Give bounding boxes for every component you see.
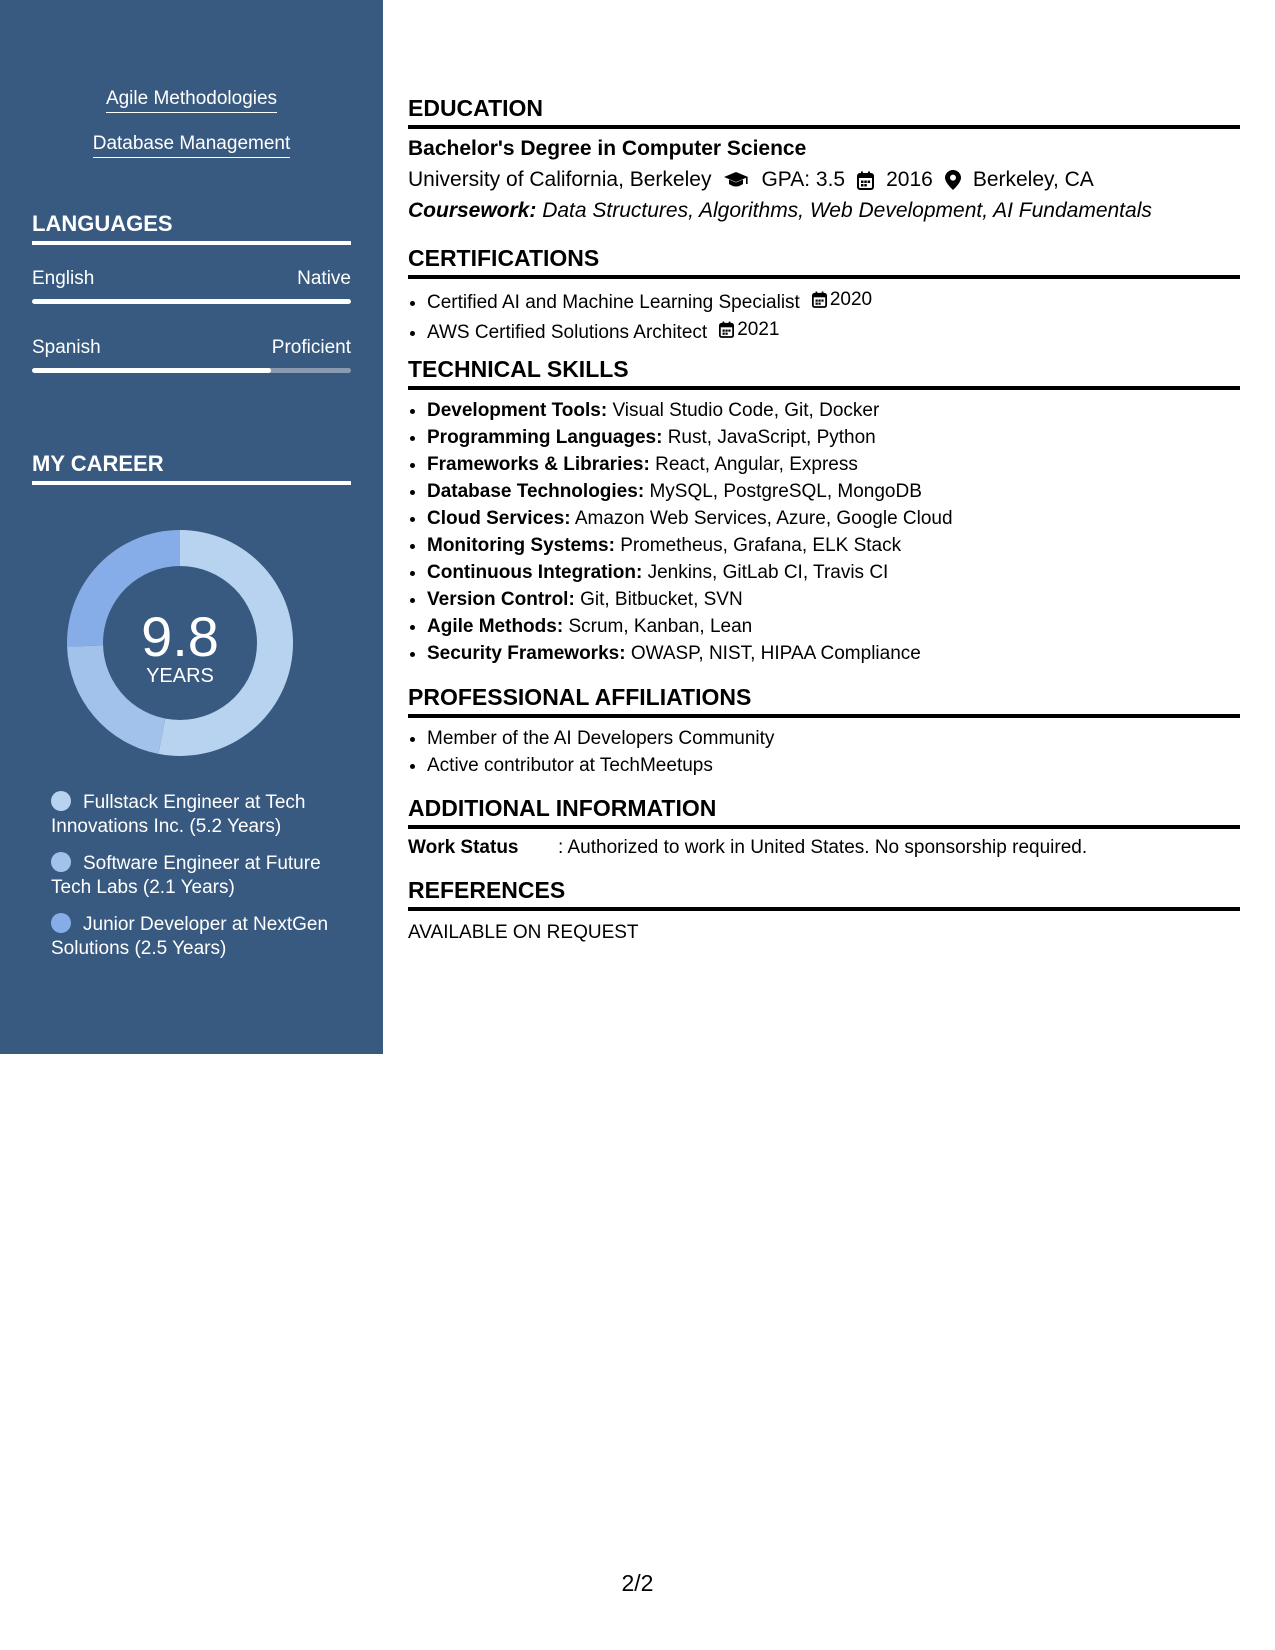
career-item: Fullstack Engineer at Tech Innovations Inc. (5.2 Years) bbox=[51, 792, 306, 837]
education-details bbox=[408, 168, 1094, 192]
career-donut-chart bbox=[67, 530, 293, 756]
technical-skills-title: TECHNICAL SKILLS bbox=[408, 356, 1240, 390]
skill-item: • Cloud Services: Amazon Web Services, Azure, Google Cloud bbox=[427, 505, 953, 532]
skill-item: • Frameworks & Libraries: React, Angular, Express bbox=[427, 451, 953, 478]
references-title: REFERENCES bbox=[408, 877, 1240, 911]
additional-info-title: ADDITIONAL INFORMATION bbox=[408, 795, 1240, 829]
gpa: GPA: 3.5 bbox=[761, 168, 846, 191]
skill-item: • Agile Methods: Scrum, Kanban, Lean bbox=[427, 613, 953, 640]
certification-year: 2021 bbox=[737, 319, 780, 340]
school: University of California, Berkeley bbox=[408, 168, 712, 191]
skill-item: • Development Tools: Visual Studio Code, Git, Docker bbox=[427, 397, 953, 424]
sidebar bbox=[0, 0, 383, 1054]
career-dot-icon bbox=[51, 913, 71, 933]
career-title: MY CAREER bbox=[32, 451, 351, 485]
language-row-spanish bbox=[32, 337, 351, 359]
skill-item: • Monitoring Systems: Prometheus, Grafana, ELK Stack bbox=[427, 532, 953, 559]
language-bar-english bbox=[32, 299, 351, 304]
language-name: Spanish bbox=[32, 337, 101, 358]
skill-link-agile[interactable]: Agile Methodologies bbox=[0, 88, 383, 110]
languages-title: LANGUAGES bbox=[32, 211, 351, 245]
calendar-icon bbox=[719, 321, 734, 338]
language-bar-fill bbox=[32, 368, 271, 373]
education-title: EDUCATION bbox=[408, 95, 1240, 129]
affiliations-title: PROFESSIONAL AFFILIATIONS bbox=[408, 684, 1240, 718]
calendar-icon bbox=[812, 291, 827, 308]
certification-item: • Certified AI and Machine Learning Specialist 2020 bbox=[427, 286, 872, 316]
career-item: Software Engineer at Future Tech Labs (2.1 Years) bbox=[51, 853, 321, 898]
calendar-icon bbox=[857, 171, 874, 190]
skill-item: • Security Frameworks: OWASP, NIST, HIPAA Compliance bbox=[427, 640, 953, 667]
certifications-list bbox=[408, 286, 872, 346]
graduation-cap-icon bbox=[723, 171, 749, 189]
coursework: Coursework: Data Structures, Algorithms, Web Development, AI Fundamentals bbox=[408, 199, 1152, 222]
skill-item: • Continuous Integration: Jenkins, GitLab CI, Travis CI bbox=[427, 559, 953, 586]
career-item: Junior Developer at NextGen Solutions (2.5 Years) bbox=[51, 914, 329, 959]
certifications-title: CERTIFICATIONS bbox=[408, 245, 1240, 279]
language-row-english bbox=[32, 268, 351, 290]
graduation-year: 2016 bbox=[886, 168, 933, 191]
skill-item: • Database Technologies: MySQL, PostgreSQL, MongoDB bbox=[427, 478, 953, 505]
skill-link-database[interactable]: Database Management bbox=[0, 133, 383, 155]
career-total: 9.8 bbox=[141, 605, 219, 668]
location-pin-icon bbox=[945, 170, 961, 190]
skill-item: • Version Control: Git, Bitbucket, SVN bbox=[427, 586, 953, 613]
career-list bbox=[51, 791, 341, 974]
work-status bbox=[408, 837, 1087, 859]
work-status-label: Work Status bbox=[408, 837, 519, 858]
language-level: Proficient bbox=[271, 337, 351, 358]
language-bar-fill bbox=[32, 299, 351, 304]
affiliations-list bbox=[408, 725, 774, 779]
references-text: AVAILABLE ON REQUEST bbox=[408, 922, 639, 943]
language-level: Native bbox=[297, 268, 351, 289]
work-status-value: : Authorized to work in United States. No sponsorship required. bbox=[558, 837, 1088, 858]
career-unit: YEARS bbox=[146, 665, 214, 687]
technical-skills-list bbox=[408, 397, 953, 667]
affiliation-item: • Active contributor at TechMeetups bbox=[427, 752, 774, 779]
certification-year: 2020 bbox=[829, 289, 873, 310]
career-dot-icon bbox=[51, 791, 71, 811]
language-name: English bbox=[32, 268, 95, 289]
degree: Bachelor's Degree in Computer Science bbox=[408, 137, 807, 160]
certification-item: • AWS Certified Solutions Architect 2021 bbox=[427, 316, 872, 346]
location: Berkeley, CA bbox=[972, 168, 1094, 191]
skill-item: • Programming Languages: Rust, JavaScript, Python bbox=[427, 424, 953, 451]
page-number: 2/2 bbox=[621, 1570, 654, 1596]
affiliation-item: • Member of the AI Developers Community bbox=[427, 725, 774, 752]
language-bar-spanish bbox=[32, 368, 351, 373]
career-dot-icon bbox=[51, 852, 71, 872]
